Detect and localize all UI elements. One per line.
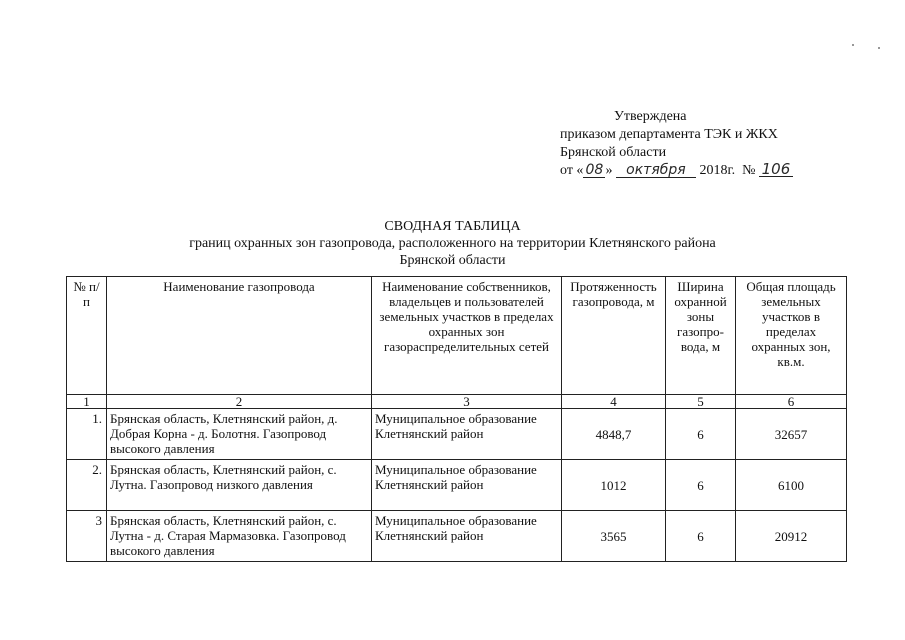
- summary-table: [66, 276, 847, 562]
- row-number: 2.: [67, 460, 107, 511]
- approval-line-2: приказом департамента ТЭК и ЖКХ: [560, 127, 778, 142]
- table-row: [67, 511, 847, 562]
- pipeline-length: 4848,7: [562, 409, 666, 460]
- approval-line-1: Утверждена: [614, 109, 687, 124]
- header-pipeline-name: Наименование газопровода: [107, 277, 372, 395]
- zone-width: 6: [666, 409, 736, 460]
- total-area: 32657: [736, 409, 847, 460]
- table-row: [67, 460, 847, 511]
- total-area: 20912: [736, 511, 847, 562]
- header-owners: Наименование собственников, владельцев и пользователей земельных участков в пределах охранных зон газораспределительных сетей: [372, 277, 562, 395]
- approval-line-3: Брянской области: [560, 145, 667, 160]
- owner: Муниципальное образование Клетнянский район: [372, 460, 562, 511]
- pipeline-name: Брянская область, Клетнянский район, д. Добрая Корна - д. Болотня. Газопровод высокого давления: [107, 409, 372, 460]
- owner: Муниципальное образование Клетнянский район: [372, 511, 562, 562]
- header-total-area: Общая площадь земельных участков в пределах охранных зон, кв.м.: [736, 277, 847, 395]
- table-header-row: [67, 277, 847, 395]
- handwritten-month: октября: [616, 163, 696, 178]
- table-row: [67, 409, 847, 460]
- pipeline-name: Брянская область, Клетнянский район, с. Лутна - д. Старая Мармазовка. Газопровод высокого давления: [107, 511, 372, 562]
- column-number: 1: [67, 395, 107, 409]
- approval-stamp: [560, 108, 793, 180]
- column-numbers-row: [67, 395, 847, 409]
- number-label: №: [742, 163, 756, 178]
- scan-speck: [852, 44, 854, 46]
- approval-date-line: [560, 162, 793, 180]
- column-number: 2: [107, 395, 372, 409]
- total-area: 6100: [736, 460, 847, 511]
- header-zone-width: Ширина охранной зоны газопро-вода, м: [666, 277, 736, 395]
- row-number: 1.: [67, 409, 107, 460]
- header-length: Протяженность газопровода, м: [562, 277, 666, 395]
- owner: Муниципальное образование Клетнянский район: [372, 409, 562, 460]
- title-heading: СВОДНАЯ ТАБЛИЦА: [384, 219, 521, 234]
- header-number: № п/п: [67, 277, 107, 395]
- zone-width: 6: [666, 460, 736, 511]
- scan-speck: [878, 47, 880, 49]
- column-number: 5: [666, 395, 736, 409]
- column-number: 6: [736, 395, 847, 409]
- row-number: 3: [67, 511, 107, 562]
- date-mid: »: [605, 163, 613, 178]
- column-number: 3: [372, 395, 562, 409]
- column-number: 4: [562, 395, 666, 409]
- title-subtitle-2: Брянской области: [399, 253, 506, 268]
- zone-width: 6: [666, 511, 736, 562]
- handwritten-number: 106: [759, 162, 793, 177]
- pipeline-name: Брянская область, Клетнянский район, с. Лутна. Газопровод низкого давления: [107, 460, 372, 511]
- date-prefix: от «: [560, 163, 584, 178]
- document-title: [0, 218, 905, 269]
- pipeline-length: 1012: [562, 460, 666, 511]
- title-subtitle-1: границ охранных зон газопровода, расположенного на территории Клетнянского района: [189, 236, 716, 251]
- date-year: 2018г.: [699, 163, 736, 178]
- pipeline-length: 3565: [562, 511, 666, 562]
- handwritten-day: 08: [583, 163, 605, 178]
